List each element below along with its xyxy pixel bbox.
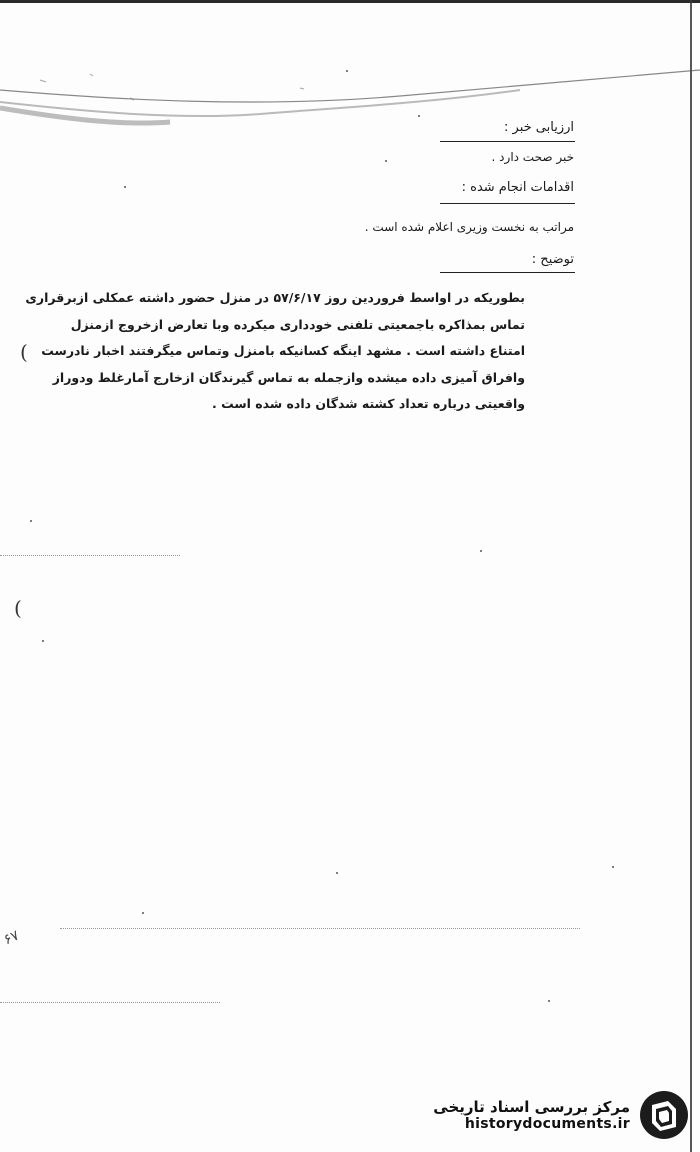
scan-noise: [60, 928, 580, 930]
binder-hole-mark: (: [14, 596, 22, 620]
field-underline-description: [440, 272, 575, 273]
body-line: بطوریکه در اواسط فروردین روز ۵۷/۶/۱۷ در منزل حضور داشته عمکلی ازبرقراری: [25, 290, 525, 305]
report-body: [25, 285, 525, 418]
field-value-actions: مراتب به نخست وزیری اعلام شده است .: [364, 220, 574, 234]
scan-speck: [142, 912, 144, 914]
body-line: وافراق آمیزی داده میشده وازجمله به تماس گیرندگان ازخارج آمارغلط ودوراز: [52, 369, 525, 385]
scan-speck: [346, 70, 348, 72]
scan-speck: [385, 160, 387, 162]
field-underline-actions: [440, 203, 575, 204]
field-label-actions: اقدامات انجام شده :: [461, 180, 574, 195]
scan-speck: [42, 640, 44, 642]
page-number: ۶۷: [1, 927, 22, 949]
scan-noise: [0, 1002, 220, 1004]
scan-speck: [612, 866, 614, 868]
watermark-url: historydocuments.ir: [464, 1116, 630, 1132]
watermark-name: مرکز بررسی اسناد تاریخی: [433, 1098, 630, 1116]
archive-logo-icon: [638, 1089, 690, 1141]
field-label-description: توضیح :: [531, 252, 574, 267]
field-label-evaluation: ارزیابی خبر :: [504, 120, 574, 135]
scan-speck: [336, 872, 338, 874]
field-underline-evaluation: [440, 141, 575, 142]
scan-speck: [30, 520, 32, 522]
top-border: [0, 0, 700, 3]
watermark-text: [433, 1098, 630, 1132]
binder-hole-mark: (: [20, 340, 28, 364]
field-value-evaluation: خبر صحت دارد .: [491, 150, 574, 164]
scan-speck: [480, 550, 482, 552]
scan-speck: [418, 115, 420, 117]
scan-speck: [124, 186, 126, 188]
body-line: امتناع داشته است . مشهد اینگه کسانیکه بامنزل وتماس میگرفتند اخبار نادرست: [41, 343, 525, 358]
scan-noise: [0, 555, 180, 557]
body-line: واقعیتی درباره تعداد کشته شدگان داده شده است .: [212, 396, 525, 411]
scan-speck: [548, 1000, 550, 1002]
scan-smear: [0, 60, 700, 150]
watermark: [433, 1086, 690, 1144]
right-border: [690, 0, 692, 1152]
body-line: تماس بمذاکره باجمعیتی تلفنی خودداری میکرده وبا تعارض ازخروج ازمنزل: [70, 316, 525, 332]
